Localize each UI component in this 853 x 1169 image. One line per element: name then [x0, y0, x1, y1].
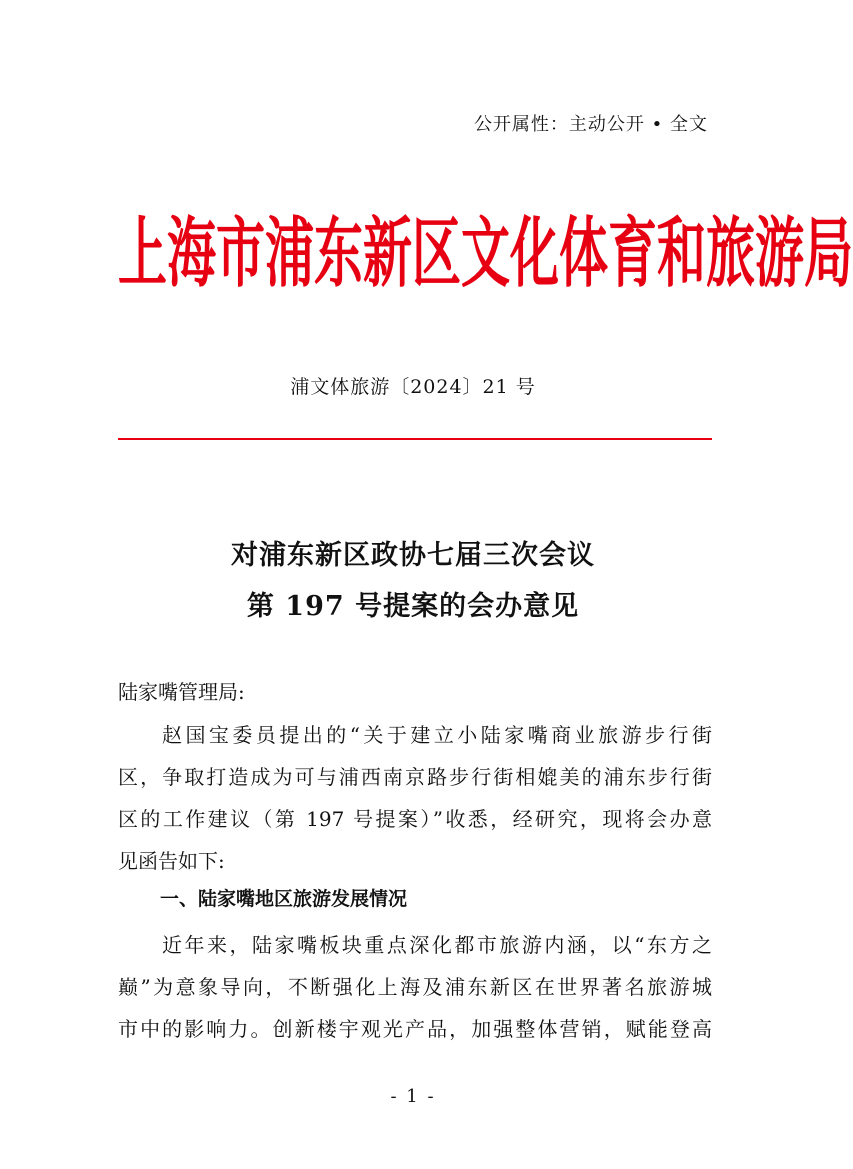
agency-name: 上海市浦东新区文化体育和旅游局 — [118, 208, 853, 298]
intro-line-2: 区，争取打造成为可与浦西南京路步行街相媲美的浦东步行街 — [118, 765, 712, 789]
intro-line-3: 区的工作建议（第 197 号提案）”收悉，经研究，现将会办意 — [118, 807, 712, 831]
intro-line-1: 赵国宝委员提出的“关于建立小陆家嘴商业旅游步行街 — [162, 723, 712, 747]
section-1-line-2: 巅”为意象导向，不断强化上海及浦东新区在世界著名旅游城 — [118, 975, 712, 999]
red-divider-line — [118, 438, 712, 440]
document-number: 浦文体旅游〔2024〕21 号 — [290, 376, 536, 398]
document-title-line-2: 第 197 号提案的会办意见 — [246, 591, 580, 622]
section-1-line-1: 近年来，陆家嘴板块重点深化都市旅游内涵，以“东方之 — [162, 933, 712, 957]
intro-line-4: 见函告如下: — [118, 849, 225, 873]
page-number: - 1 - — [390, 1086, 436, 1107]
section-1-line-3: 市中的影响力。创新楼宇观光产品，加强整体营销，赋能登高 — [118, 1017, 712, 1041]
document-title-line-1: 对浦东新区政协七届三次会议 — [231, 540, 595, 571]
section-1-heading: 一、陆家嘴地区旅游发展情况 — [160, 888, 408, 910]
agency-letterhead — [118, 198, 853, 308]
disclosure-attribute: 公开属性：主动公开 • 全文 — [473, 114, 708, 135]
salutation: 陆家嘴管理局: — [118, 680, 245, 704]
